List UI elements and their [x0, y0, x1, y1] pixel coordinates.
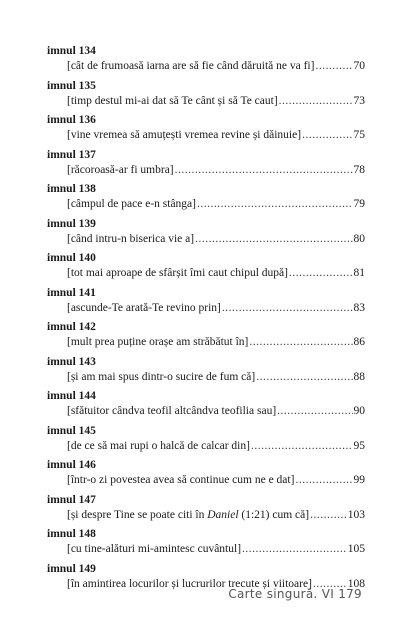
page-number: 95 — [353, 439, 365, 452]
page-number: 99 — [353, 474, 365, 486]
entry-title: imnul 139 — [47, 217, 96, 230]
entry-title: imnul 149 — [47, 562, 96, 575]
entry-first-line — [67, 508, 309, 523]
page-number: 103 — [347, 508, 365, 521]
page-number: 79 — [353, 198, 365, 210]
entry-title: imnul 146 — [47, 459, 96, 471]
page-number: 70 — [353, 60, 365, 72]
page-number: 81 — [353, 267, 365, 279]
page-number: 78 — [353, 163, 365, 176]
toc-entry — [47, 251, 365, 286]
toc-entry — [47, 355, 365, 390]
leader-dots — [256, 370, 352, 385]
entry-first-line: [și am mai spus dintr-o sucire de fum că] — [67, 370, 256, 383]
toc-entry — [47, 182, 365, 217]
entry-line-end: (1:21) cum că] — [238, 508, 310, 521]
entry-line — [67, 59, 365, 74]
entry-line — [67, 335, 365, 350]
entry-line — [67, 197, 365, 212]
entry-line — [67, 232, 365, 247]
toc-entry — [47, 113, 365, 148]
page-number: 105 — [347, 543, 365, 555]
entry-title: imnul 142 — [47, 321, 96, 333]
leader-dots — [302, 128, 352, 143]
entry-line — [67, 508, 365, 523]
leader-dots — [242, 542, 347, 557]
toc-entry — [47, 458, 365, 493]
entry-line — [67, 301, 365, 316]
leader-dots — [195, 232, 352, 247]
entry-first-line: [de ce să mai rupi o halcă de calcar din] — [67, 439, 250, 452]
toc-entry — [47, 493, 365, 528]
page-number: 75 — [353, 129, 365, 141]
toc-entry — [47, 424, 365, 459]
toc-entry — [47, 389, 365, 424]
entry-first-line: [ascunde-Te arată-Te revino prin] — [67, 301, 221, 314]
page-number: 83 — [353, 301, 365, 314]
entry-title: imnul 141 — [47, 286, 96, 299]
running-footer: Carte singură. VI 179 — [228, 587, 362, 601]
leader-dots — [277, 404, 352, 419]
entry-line-start: [și despre Tine se poate citi în — [67, 508, 208, 521]
entry-title: imnul 148 — [47, 528, 96, 540]
entry-first-line: [câmpul de pace e-n stânga] — [67, 198, 196, 210]
entry-line — [67, 404, 365, 419]
leader-dots — [295, 473, 352, 488]
entry-title: imnul 147 — [47, 493, 96, 506]
entry-title: imnul 144 — [47, 390, 96, 402]
page-number: 90 — [353, 405, 365, 417]
entry-title: imnul 140 — [47, 252, 96, 264]
leader-dots — [310, 508, 347, 523]
entry-first-line: [cu tine-alături mi-amintesc cuvântul] — [67, 543, 242, 555]
entry-line — [67, 370, 365, 385]
toc-entry — [47, 79, 365, 114]
entry-first-line: [răcoroasă-ar fi umbra] — [67, 163, 174, 176]
entry-title: imnul 134 — [47, 45, 96, 57]
entry-first-line: [în amintirea locurilor și lucrurilor trecute și viitoare] — [67, 577, 312, 590]
entry-line — [67, 473, 365, 488]
entry-line — [67, 163, 365, 178]
entry-line — [67, 94, 365, 109]
leader-dots — [289, 266, 353, 281]
entry-title: imnul 136 — [47, 114, 96, 126]
toc-entry — [47, 320, 365, 355]
entry-title: imnul 138 — [47, 183, 96, 195]
toc-entry — [47, 527, 365, 562]
toc-entry — [47, 217, 365, 252]
leader-dots — [175, 163, 353, 178]
entry-first-line: [mult prea puține orașe am străbătut în] — [67, 336, 249, 348]
entry-line — [67, 266, 365, 281]
leader-dots — [251, 439, 353, 454]
page-number: 73 — [353, 94, 365, 107]
entry-first-line: [sfătuitor cândva teofil altcândva teofilia sau] — [67, 405, 277, 417]
entry-first-line: [tot mai aproape de sfârșit îmi caut chipul după] — [67, 267, 288, 279]
leader-dots — [222, 301, 353, 316]
book-title: Daniel — [207, 508, 239, 521]
page-number: 88 — [353, 370, 365, 383]
entry-first-line: [cât de frumoasă iarna are să fie când dăruită ne va fi] — [67, 60, 315, 72]
toc-entry — [47, 148, 365, 183]
entry-first-line: [într-o zi povestea avea să continue cum ne e dat] — [67, 474, 295, 486]
entry-title: imnul 135 — [47, 79, 96, 92]
entry-title: imnul 145 — [47, 424, 96, 437]
leader-dots — [315, 59, 352, 74]
entry-title: imnul 143 — [47, 355, 96, 368]
page-number: 86 — [353, 336, 365, 348]
leader-dots — [249, 335, 352, 350]
page-number: 108 — [347, 577, 365, 590]
entry-first-line: [vine vremea să amuțești vremea revine și dăinuie] — [67, 129, 302, 141]
entry-title: imnul 137 — [47, 148, 96, 161]
entry-first-line: [timp destul mi-ai dat să Te cânt și să Te caut] — [67, 94, 278, 107]
toc-entry — [47, 286, 365, 321]
leader-dots — [197, 197, 353, 212]
entry-first-line: [când intru-n biserica vie a] — [67, 232, 195, 245]
entry-line — [67, 542, 365, 557]
page-number: 80 — [353, 232, 365, 245]
toc-entry — [47, 44, 365, 79]
leader-dots — [279, 94, 353, 109]
table-of-contents — [47, 44, 365, 596]
entry-line — [67, 439, 365, 454]
entry-line — [67, 128, 365, 143]
